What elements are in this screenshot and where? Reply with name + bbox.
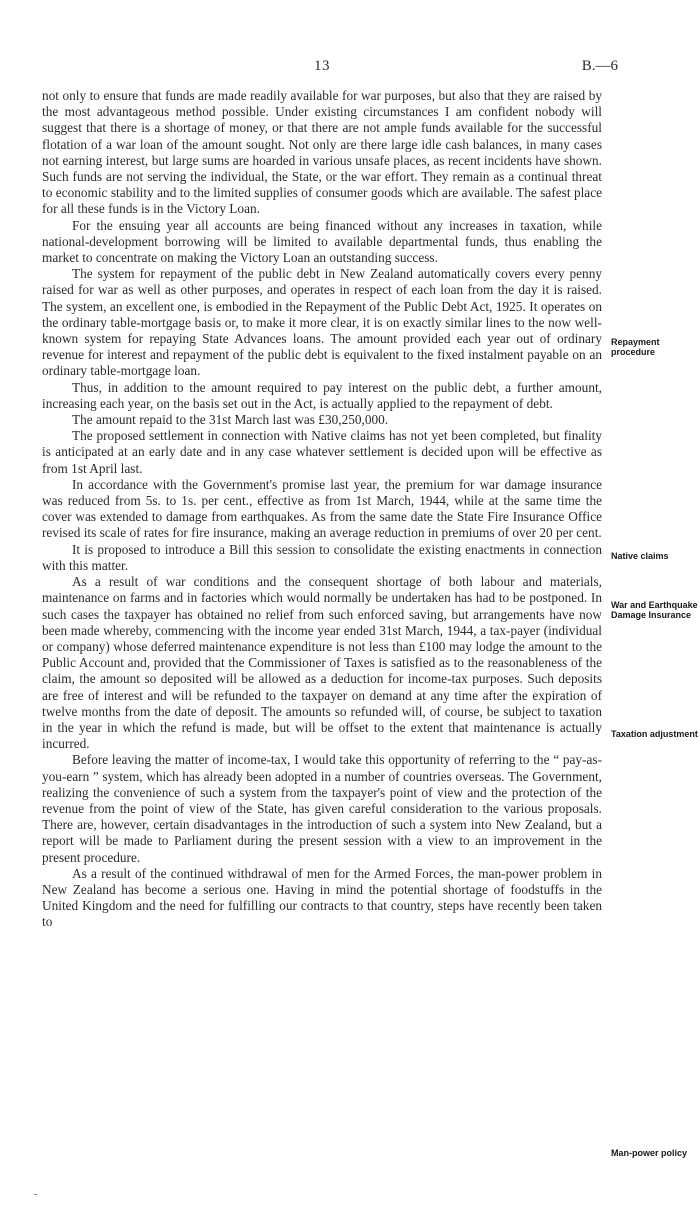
paragraph-ensuing-year: For the ensuing year all accounts are being financed without any increases in taxation, while national-development borrowing will be limited to available departmental funds, thus enabling the market to concentrate on making the Victory Loan an outstanding success. (42, 217, 602, 266)
paragraph-repayment-addition: Thus, in addition to the amount required to pay interest on the public debt, a further amount, increasing each year, on the basis set out in the Act, is actually applied to the repayment of debt. (42, 379, 602, 411)
margin-note-war-damage-insurance: War and Earthquake Damage Insurance (611, 600, 698, 620)
margin-note-taxation-adjustment: Taxation adjustment (611, 729, 698, 739)
paragraph-war-damage-insurance: In accordance with the Government's promise last year, the premium for war damage insurance was reduced from 5s. to 1s. per cent., effective as from 1st March, 1944, while at the same time the cover was extended to damage from earthquakes. As from the same date the State Fire Insurance Office revised its scale of rates for fire insurance, making an average reduction in premiums of over 20 per cent. (42, 476, 602, 541)
paragraph-repayment-system: The system for repayment of the public debt in New Zealand automatically covers every penny raised for war as well as other purposes, and operates in respect of each loan from the day it is raised. The system, an excellent one, is embodied in the Repayment of the Public Debt Act, 1925. It operates on the ordinary table-mortgage basis or, to make it more clear, it is on exactly similar lines to the now well-known system for repaying State Advances loans. The amount provided each year out of ordinary revenue for interest and repayment of the public debt is equivalent to the fixed instalment payable on an ordinary table-mortgage loan. (42, 266, 602, 379)
paragraph-native-claims: The proposed settlement in connection with Native claims has not yet been completed, but finality is anticipated at an early date and in any case whatever settlement is decided upon will be effective as from 1st April last. (42, 428, 602, 476)
paragraph-consolidation-bill: It is proposed to introduce a Bill this session to consolidate the existing enactments in connection with this matter. (42, 541, 602, 573)
document-reference: B.—6 (581, 58, 618, 74)
page-number: 13 (314, 58, 330, 74)
margin-note-native-claims: Native claims (611, 551, 669, 561)
margin-note-repayment-procedure: Repayment procedure (611, 337, 660, 357)
paragraph-taxation-adjustment: As a result of war conditions and the consequent shortage of both labour and materials, maintenance on farms and in factories which would normally be undertaken has had to be postponed. In such cases the taxpayer has obtained no relief from such enforced saving, but arrangements have now been made whereby, commencing with the income year ended 31st March, 1944, a tax-payer (individual or company) whose deferred maintenance expenditure is not less than £100 may lodge the amount to the Public Account and, provided that the Commissioner of Taxes is satisfied as to the reasonableness of the claim, the amount so deposited will be allowed as a deduction for income-tax purposes. Such deposits are free of interest and will be refunded to the taxpayer on demand at any time after the expiration of twelve months from the date of deposit. The amounts so refunded will, of course, be subject to taxation in the year in which the refund is made, but will be offset to the extent that maintenance is actually incurred. (42, 574, 602, 752)
paragraph-amount-repaid: The amount repaid to the 31st March last was £30,250,000. (72, 412, 389, 428)
scan-mark (34, 1194, 37, 1195)
paragraph-pay-as-you-earn: Before leaving the matter of income-tax, I would take this opportunity of referring to the “ pay-as-you-earn ” system, which has already been adopted in a number of countries overseas. The Government, realizing the convenience of such a system from the taxpayer's point of view and the protection of the revenue from the point of view of the State, has given careful consideration to the various proposals. There are, however, certain disadvantages in the introduction of such a system into New Zealand, but a report will be made to Parliament during the present session with a view to an improvement in the present procedure. (42, 752, 602, 865)
margin-note-man-power-policy: Man-power policy (611, 1148, 688, 1158)
paragraph-man-power: As a result of the continued withdrawal of men for the Armed Forces, the man-power problem in New Zealand has become a serious one. Having in mind the potential shortage of foodstuffs in the United Kingdom and the need for fulfilling our contracts to that country, steps have recently been taken to (42, 865, 602, 930)
body-text (42, 88, 602, 931)
paragraph-victory-loan-funds: not only to ensure that funds are made readily available for war purposes, but also that they are raised by the most advantageous method possible. Under existing circumstances I am confident nobody will suggest that there is a shortage of money, or that there are not ample funds available for the successful flotation of a war loan of the amount sought. Not only are there large idle cash balances, in many cases not earning interest, but large sums are hoarded in various unsafe places, as recent incidents have shown. Such funds are not serving the individual, the State, or the war effort. They remain as a continual threat to economic stability and to the limited supplies of consumer goods which are available. The safest place for all these funds is in the Victory Loan. (42, 88, 602, 217)
